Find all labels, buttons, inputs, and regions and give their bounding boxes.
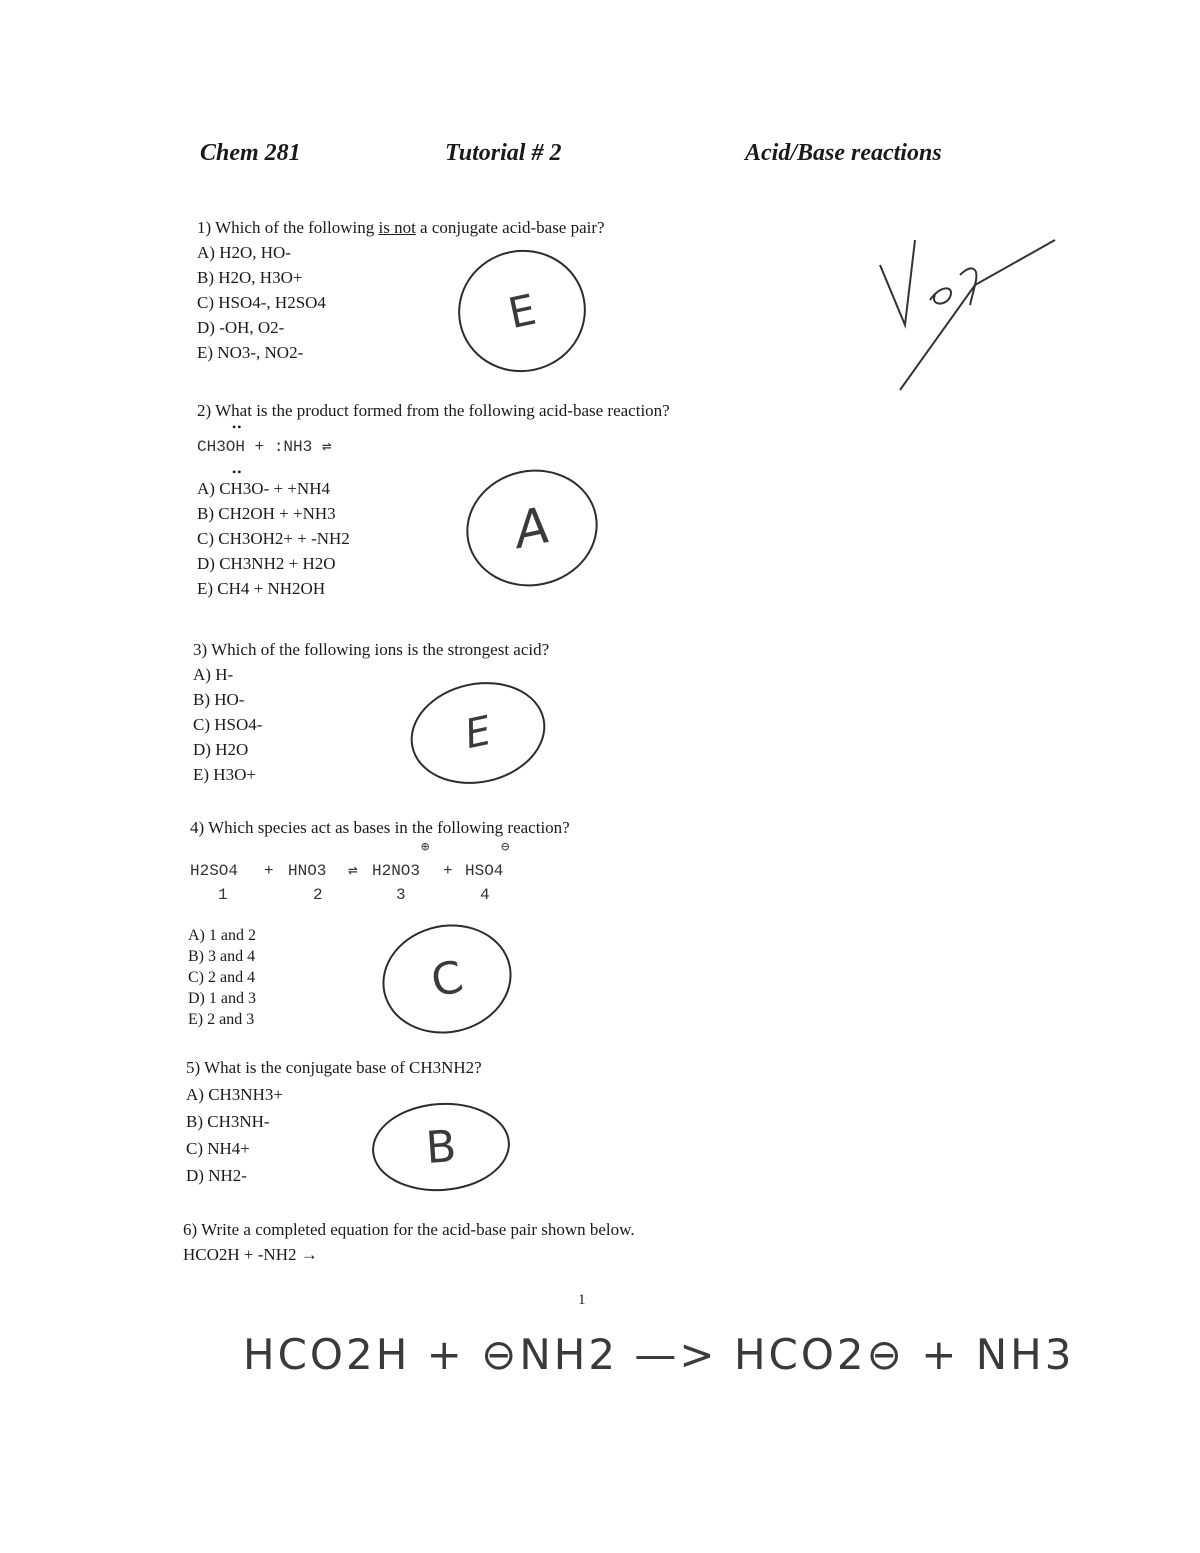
- option: E) CH4 + NH2OH: [197, 579, 326, 598]
- label-1: 1: [218, 886, 228, 904]
- answer-circle-1: E: [447, 238, 598, 384]
- option: D) 1 and 3: [188, 990, 256, 1007]
- question-5-stem: 5) What is the conjugate base of CH3NH2?: [186, 1058, 482, 1077]
- option: D) H2O: [193, 740, 249, 759]
- label-3: 3: [396, 886, 406, 904]
- reaction-equation: CH3OH + :NH3 ⇌: [197, 438, 332, 456]
- option: C) HSO4-, H2SO4: [197, 293, 326, 312]
- option: B) 3 and 4: [188, 948, 256, 965]
- answer-circle-2: A: [455, 458, 608, 599]
- plus-sign: +: [443, 862, 453, 880]
- label-4: 4: [480, 886, 490, 904]
- charge-plus: ⊕: [421, 840, 430, 856]
- option: E) NO3-, NO2-: [197, 343, 304, 362]
- species-3: H2NO3: [372, 862, 421, 880]
- option: D) CH3NH2 + H2O: [197, 554, 336, 573]
- label-2: 2: [313, 886, 323, 904]
- equilibrium-arrow: ⇌: [348, 862, 358, 880]
- species-2: HNO3: [288, 862, 327, 880]
- course-title: Chem 281: [200, 140, 301, 166]
- option: C) HSO4-: [193, 715, 263, 734]
- option: A) H2O, HO-: [197, 243, 291, 262]
- answer-circle-3: E: [401, 670, 555, 796]
- option: B) HO-: [193, 690, 245, 709]
- question-1-stem: 1) Which of the following is not a conjugate acid-base pair?: [197, 218, 605, 237]
- tutorial-title: Tutorial # 2: [445, 140, 562, 166]
- option: B) CH3NH-: [186, 1112, 270, 1131]
- plus-sign: +: [264, 862, 274, 880]
- option: B) CH2OH + +NH3: [197, 504, 336, 523]
- question-4-stem: 4) Which species act as bases in the following reaction?: [190, 818, 570, 837]
- option: E) H3O+: [193, 765, 256, 784]
- handwritten-answer: HCO2H + ⊖NH2 —> HCO2⊖ + NH3: [243, 1330, 1075, 1379]
- question-2-stem: 2) What is the product formed from the following acid-base reaction?: [197, 401, 670, 420]
- option: D) -OH, O2-: [197, 318, 285, 337]
- lone-pair-dots: ••: [232, 465, 243, 479]
- reaction-diagram: [188, 835, 528, 910]
- option: D) NH2-: [186, 1166, 247, 1185]
- option: A) CH3O- + +NH4: [197, 479, 330, 498]
- species-1: H2SO4: [190, 862, 239, 880]
- option: A) H-: [193, 665, 234, 684]
- lone-pair-dots: ••: [232, 420, 243, 434]
- question-6-stem: 6) Write a completed equation for the acid-base pair shown below.: [183, 1220, 635, 1239]
- option: A) 1 and 2: [188, 927, 256, 944]
- topic-title: Acid/Base reactions: [745, 140, 942, 166]
- charge-minus: ⊖: [501, 840, 510, 856]
- option: B) H2O, H3O+: [197, 268, 303, 287]
- answer-circle-4: C: [372, 913, 522, 1046]
- option: C) 2 and 4: [188, 969, 256, 986]
- question-4-options: [188, 925, 256, 1030]
- page-number: 1: [578, 1292, 586, 1308]
- question-3-stem: 3) Which of the following ions is the strongest acid?: [193, 640, 550, 659]
- given-reactants: HCO2H + -NH2 →: [183, 1245, 318, 1264]
- option: C) CH3OH2+ + -NH2: [197, 529, 350, 548]
- option: C) NH4+: [186, 1139, 250, 1158]
- question-6: [183, 1217, 635, 1267]
- option: A) CH3NH3+: [186, 1085, 283, 1104]
- species-4: HSO4: [465, 862, 504, 880]
- key-mark: [860, 225, 1070, 405]
- answer-circle-5: B: [369, 1098, 513, 1195]
- option: E) 2 and 3: [188, 1011, 255, 1028]
- question-2: [197, 398, 670, 601]
